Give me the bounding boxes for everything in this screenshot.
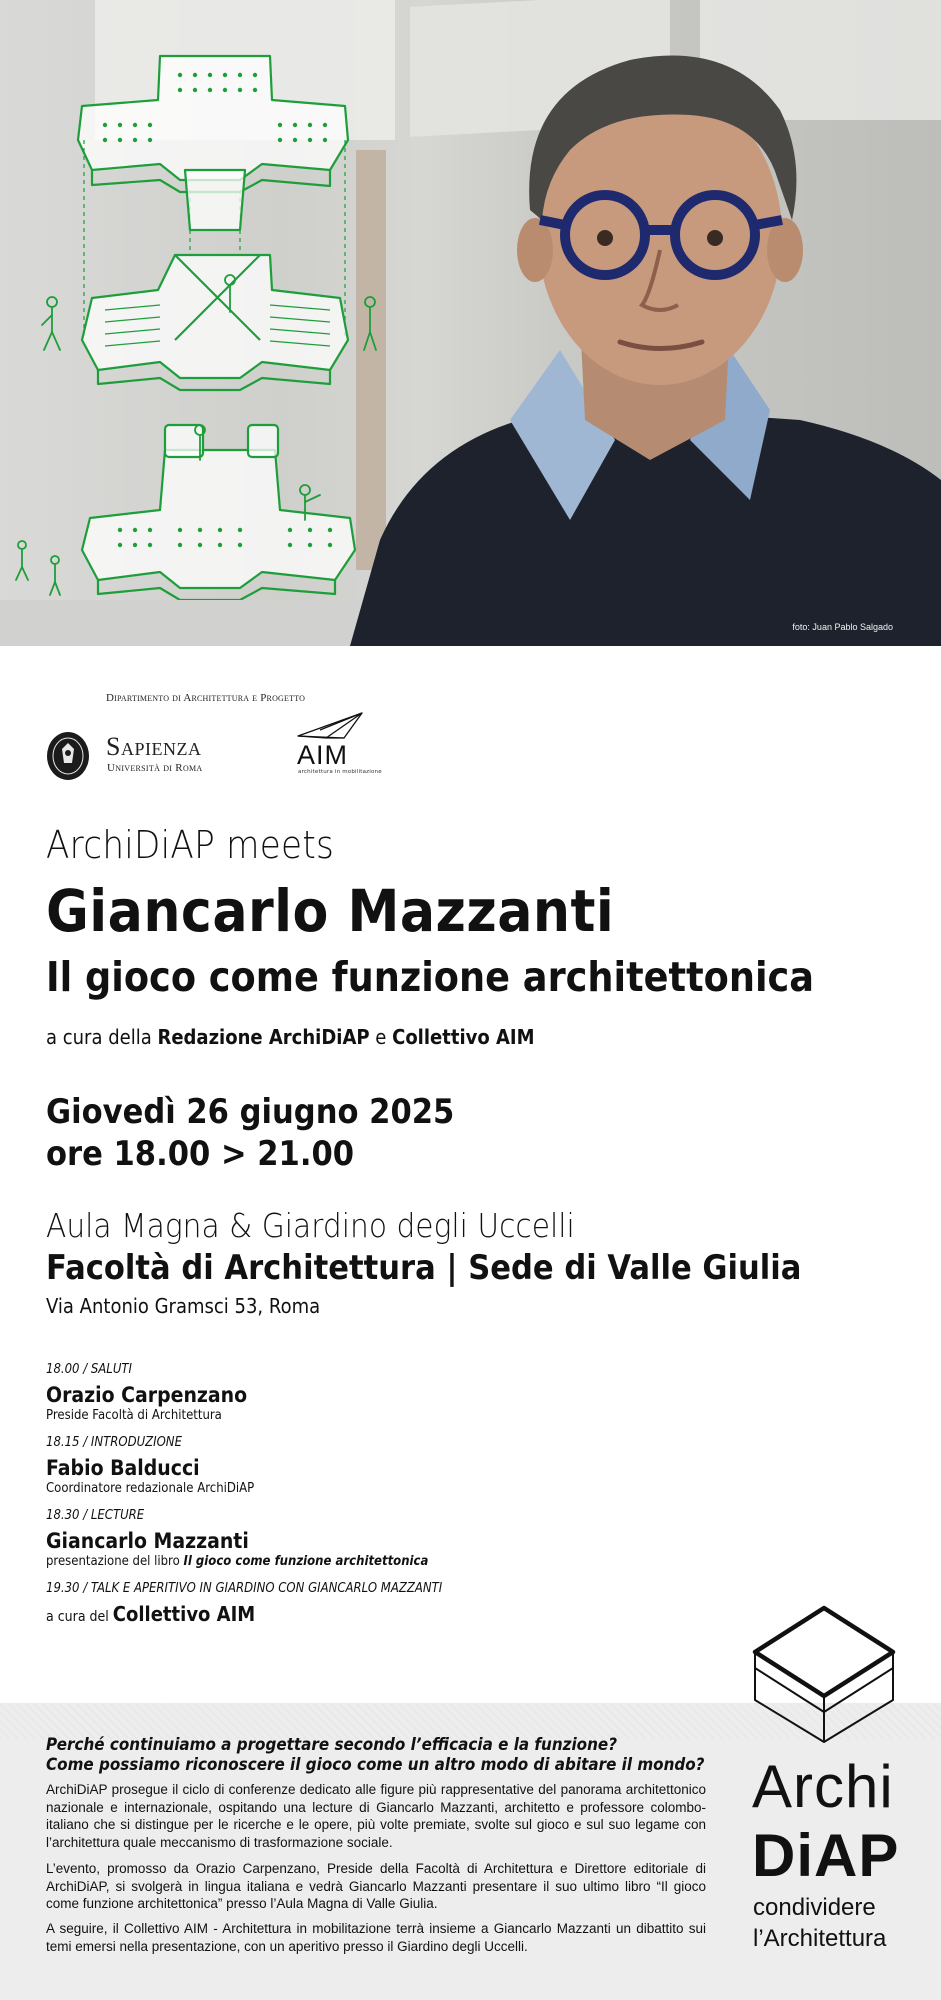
- curated-and: e: [375, 1025, 387, 1049]
- curated-org-aim: Collettivo AIM: [392, 1025, 535, 1049]
- question-1: Perché continuiamo a progettare secondo l’efficacia e la funzione?: [46, 1735, 618, 1754]
- archidiap-logo-line2: DiAP: [752, 1822, 900, 1889]
- archidiap-logo-icon: [752, 1604, 897, 1744]
- programme-curated-name: Collettivo AIM: [112, 1602, 256, 1626]
- description-paragraph: L’evento, promosso da Orazio Carpenzano, Preside della Facoltà di Architettura e Direttore editoriale di ArchiDiAP, si svolgerà in lingua italiana e vedrà Giancarlo Mazzanti presentare il suo ultimo libro “Il gioco come funzione architettonica” presso l’Aula Magna di Valle Giulia.: [46, 1861, 706, 1911]
- photo-credit: foto: Juan Pablo Salgado: [792, 622, 893, 632]
- event-date: Giovedì 26 giugno 2025: [46, 1092, 455, 1132]
- programme-role: Preside Facoltà di Architettura: [46, 1408, 222, 1423]
- programme-speaker: Fabio Balducci: [46, 1456, 200, 1480]
- university-name: Sapienza: [106, 732, 202, 761]
- questions: [46, 1735, 705, 1775]
- archidiap-logo-line1: Archi: [752, 1753, 894, 1820]
- talk-title: Il gioco come funzione architettonica: [46, 953, 815, 1001]
- programme-item: [46, 1508, 646, 1569]
- archidiap-tagline-2: l’Architettura: [753, 1925, 887, 1952]
- university-subtitle: Università di Roma: [107, 762, 203, 774]
- programme-speaker: Giancarlo Mazzanti: [46, 1529, 249, 1553]
- programme-item: [46, 1435, 646, 1496]
- curated-org-archidiap: Redazione ArchiDiAP: [157, 1025, 370, 1049]
- curated-by: [46, 1025, 535, 1049]
- question-2: Come possiamo riconoscere il gioco come un altro modo di abitare il mondo?: [46, 1755, 705, 1774]
- programme-time: 18.15 / INTRODUZIONE: [46, 1435, 182, 1450]
- programme-role: [46, 1554, 586, 1569]
- speaker-name: Giancarlo Mazzanti: [46, 877, 615, 945]
- speaker-portrait: [330, 20, 941, 646]
- series-title: ArchiDiAP meets: [46, 823, 335, 867]
- programme-time: 18.30 / LECTURE: [46, 1508, 145, 1523]
- programme-role-prefix: presentazione del libro: [46, 1554, 180, 1569]
- book-title: Il gioco come funzione architettonica: [183, 1554, 429, 1569]
- description-paragraph: ArchiDiAP prosegue il ciclo di conferenze dedicato alle figure più rappresentative del panorama architettonico nazionale e internazionale, ospitando una lecture di Giancarlo Mazzanti, architetto e professore colombo-italiano che si distingue per le ricerche e le opere, più volte premiate, svolte sul gioco e sul suo legame con l’architettura quale meccanismo di trasformazione sociale.: [46, 1782, 706, 1850]
- venue-faculty: Facoltà di Architettura | Sede di Valle Giulia: [46, 1248, 802, 1288]
- hero-image: [0, 0, 941, 646]
- curated-prefix: a cura della: [46, 1025, 152, 1049]
- programme-speaker: Orazio Carpenzano: [46, 1383, 248, 1407]
- programme-time: 19.30 / TALK E APERITIVO IN GIARDINO CON GIANCARLO MAZZANTI: [46, 1581, 443, 1596]
- programme-item: [46, 1581, 646, 1626]
- aim-logo-subtitle: architettura in mobilitazione: [298, 769, 382, 775]
- event-time: ore 18.00 > 21.00: [46, 1134, 355, 1174]
- aim-logo-text: AIM: [297, 740, 349, 770]
- venue-room: Aula Magna & Giardino degli Uccelli: [46, 1206, 575, 1245]
- department-label: Dipartimento di Architettura e Progetto: [106, 692, 306, 704]
- event-datetime: [46, 1091, 454, 1175]
- programme-curated-prefix: a cura del: [46, 1609, 109, 1625]
- description-paragraph: A seguire, il Collettivo AIM - Architettura in mobilitazione terrà insieme a Giancarlo Mazzanti un dibattito sui temi emersi nella presentazione, con un aperitivo presso il Giardino degli Uccelli.: [46, 1921, 706, 1954]
- archidiap-tagline-1: condividere: [753, 1894, 876, 1921]
- programme-role: Coordinatore redazionale ArchiDiAP: [46, 1481, 255, 1496]
- sapienza-seal-icon: [46, 731, 90, 781]
- programme: [46, 1362, 646, 1638]
- programme-curated: [46, 1602, 586, 1626]
- programme-item: [46, 1362, 646, 1423]
- programme-time: 18.00 / SALUTI: [46, 1362, 132, 1377]
- venue-address: Via Antonio Gramsci 53, Roma: [46, 1294, 321, 1318]
